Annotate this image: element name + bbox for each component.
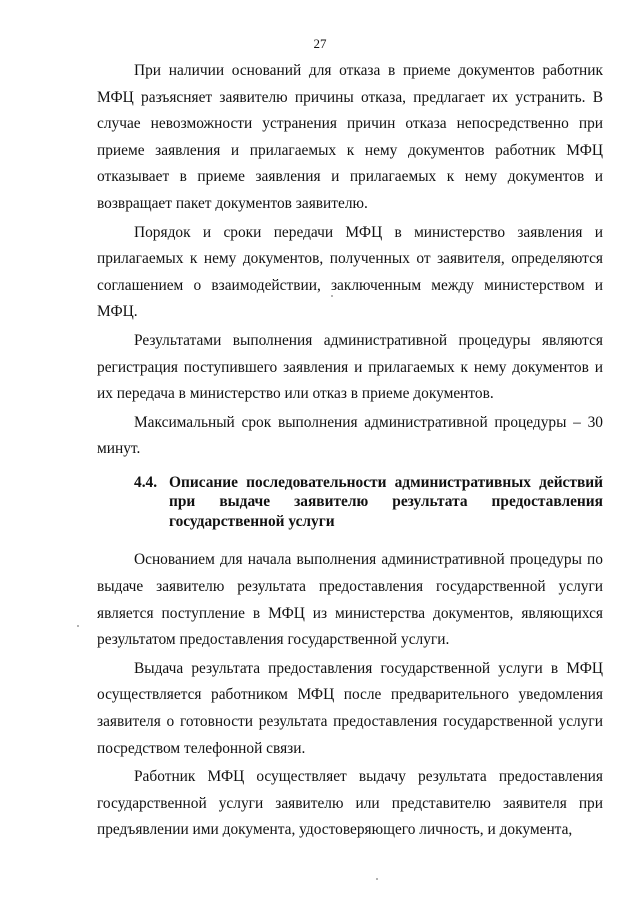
scan-speck [331, 295, 333, 297]
paragraph-procedure-basis: Основанием для начала выполнения административной процедуры по выдаче заявителю результата предоставления государственной услуги является поступление в МФЦ из министерства документов, являющихся результатом предоставления государственной услуги. [97, 551, 603, 649]
section-heading [97, 473, 603, 532]
document-body [97, 58, 603, 846]
paragraph-max-duration: Максимальный срок выполнения административной процедуры – 30 минут. [97, 413, 603, 458]
scan-speck [77, 625, 79, 627]
section-title: Описание последовательности административных действий при выдаче заявителю результата предоставления государственной услуги [169, 473, 603, 530]
paragraph-issuance-notification: Выдача результата предоставления государственной услуги в МФЦ осуществляется работником МФЦ после предварительного уведомления заявителя о готовности результата предоставления государственной услуги посредством телефонной связи. [97, 659, 603, 757]
paragraph-refusal-reasons: При наличии оснований для отказа в приеме документов работник МФЦ разъясняет заявителю причины отказа, предлагает их устранить. В случае невозможности устранения причин отказа непосредственно при приеме заявления и прилагаемых к нему документов работник МФЦ отказывает в приеме заявления и прилагаемых к нему документов и возвращает пакет документов заявителю. [97, 62, 603, 212]
scan-speck [376, 878, 378, 880]
paragraph-transfer-order: Порядок и сроки передачи МФЦ в министерство заявления и прилагаемых к нему документов, полученных от заявителя, определяются соглашением о взаимодействии, заключенным между министерством и МФЦ. [97, 223, 603, 321]
paragraph-procedure-results: Результатами выполнения административной процедуры являются регистрация поступившего заявления и прилагаемых к нему документов и их передача в министерство или отказ в приеме документов. [97, 331, 603, 403]
page-number: 27 [313, 36, 327, 51]
paragraph-issuance-identity: Работник МФЦ осуществляет выдачу результата предоставления государственной услуги заявителю или представителю заявителя при предъявлении ими документа, удостоверяющего личность, и документа, [97, 768, 603, 839]
section-number: 4.4. [134, 473, 158, 491]
